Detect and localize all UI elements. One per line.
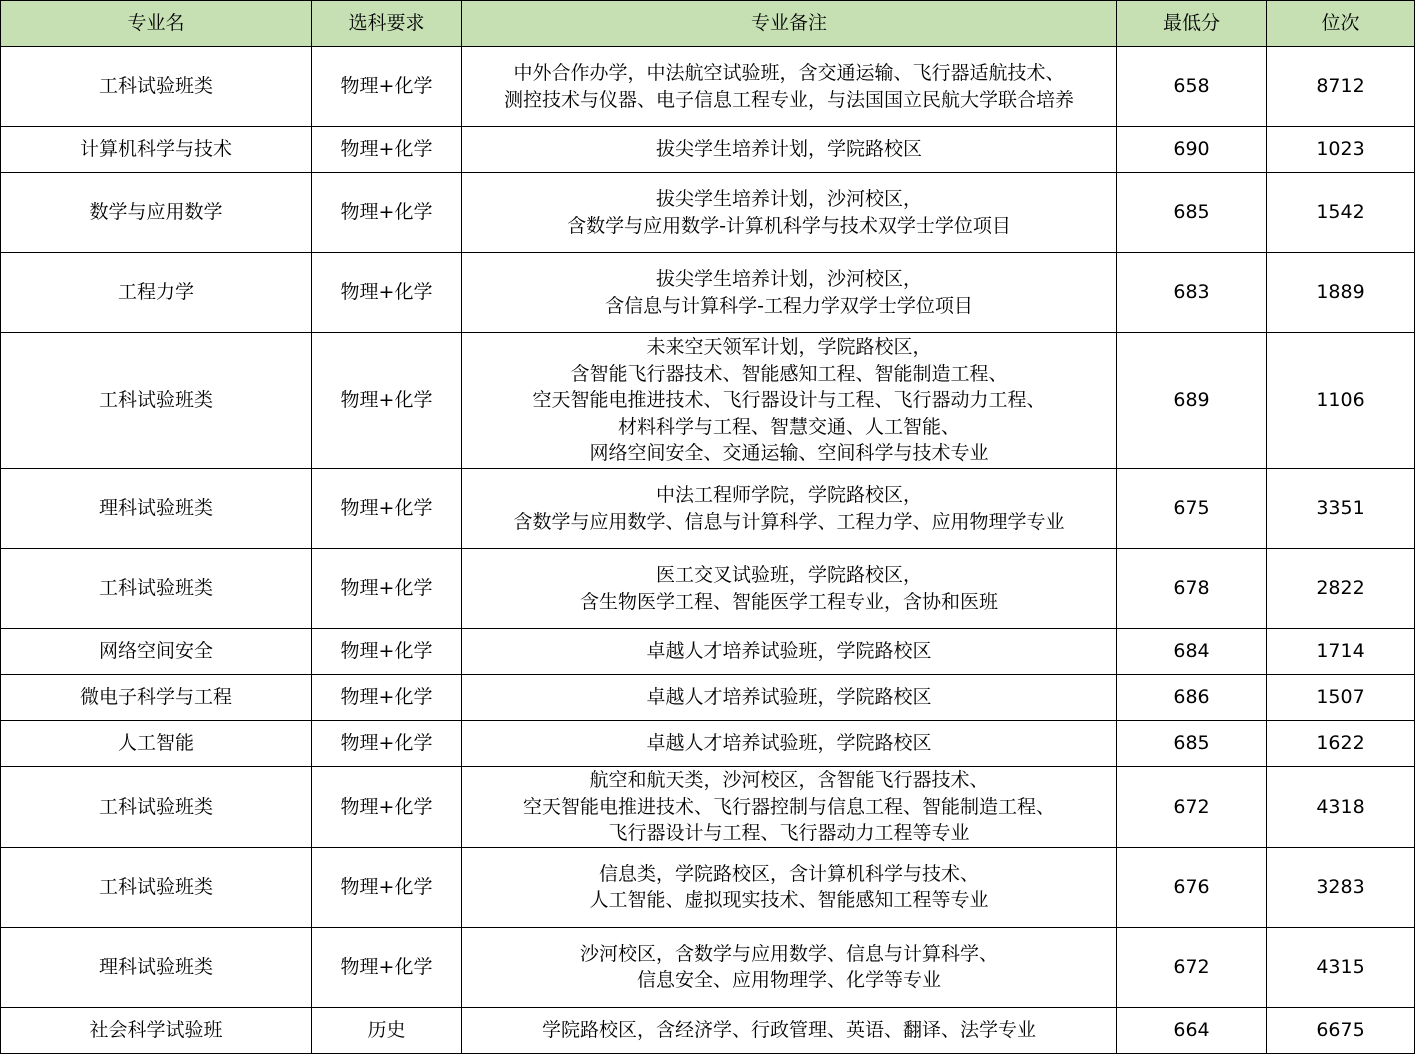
note-line: 含数学与应用数学-计算机科学与技术双学士学位项目 (567, 214, 1011, 237)
note-line: 中外合作办学，中法航空试验班，含交通运输、飞行器适航技术、 (513, 62, 1065, 84)
cell-note (462, 333, 1117, 469)
cell-min-score: 684 (1117, 629, 1267, 675)
cell-min-score: 686 (1117, 675, 1267, 721)
cell-min-score: 690 (1117, 127, 1267, 173)
note-line: 拔尖学生培养计划，沙河校区， (655, 188, 922, 210)
cell-major: 工科试验班类 (1, 333, 312, 469)
cell-note (462, 469, 1117, 549)
cell-major: 工科试验班类 (1, 767, 312, 848)
note-line: 飞行器设计与工程、飞行器动力工程等专业 (608, 822, 970, 844)
note-line: 含智能飞行器技术、智能感知工程、智能制造工程、 (570, 362, 1008, 385)
note-line: 拔尖学生培养计划，沙河校区， (655, 268, 922, 290)
cell-min-score: 685 (1117, 173, 1267, 253)
header-note: 专业备注 (462, 1, 1117, 47)
note-line: 材料科学与工程、智慧交通、人工智能、 (617, 415, 960, 438)
cell-subjects: 物理+化学 (312, 847, 462, 927)
note-line: 信息安全、应用物理学、化学等专业 (636, 969, 941, 991)
note-line: 卓越人才培养试验班，学院路校区 (646, 732, 932, 755)
cell-rank: 6675 (1267, 1007, 1415, 1053)
note-line: 网络空间安全、交通运输、空间科学与技术专业 (589, 442, 989, 465)
note-line: 空天智能电推进技术、飞行器设计与工程、飞行器动力工程、 (532, 389, 1046, 412)
cell-major: 理科试验班类 (1, 469, 312, 549)
cell-min-score: 675 (1117, 469, 1267, 549)
cell-major: 人工智能 (1, 721, 312, 767)
table-row (1, 253, 1415, 333)
note-line: 测控技术与仪器、电子信息工程专业，与法国国立民航大学联合培养 (503, 88, 1074, 111)
cell-subjects: 物理+化学 (312, 675, 462, 721)
cell-subjects: 物理+化学 (312, 47, 462, 127)
cell-rank: 1622 (1267, 721, 1415, 767)
cell-rank: 1542 (1267, 173, 1415, 253)
cell-subjects: 物理+化学 (312, 127, 462, 173)
cell-subjects: 历史 (312, 1007, 462, 1053)
cell-rank: 1106 (1267, 333, 1415, 469)
cell-subjects: 物理+化学 (312, 253, 462, 333)
cell-major: 社会科学试验班 (1, 1007, 312, 1053)
table-row (1, 173, 1415, 253)
table-row (1, 675, 1415, 721)
table-row (1, 47, 1415, 127)
cell-subjects: 物理+化学 (312, 927, 462, 1007)
table-row (1, 847, 1415, 927)
cell-major: 计算机科学与技术 (1, 127, 312, 173)
cell-min-score: 676 (1117, 847, 1267, 927)
note-line: 含生物医学工程、智能医学工程专业，含协和医班 (579, 590, 998, 613)
note-line: 含数学与应用数学、信息与计算科学、工程力学、应用物理学专业 (513, 510, 1065, 533)
table-row (1, 1007, 1415, 1053)
cell-subjects: 物理+化学 (312, 333, 462, 469)
note-line: 拔尖学生培养计划，学院路校区 (655, 138, 922, 161)
cell-rank: 4315 (1267, 927, 1415, 1007)
cell-rank: 3283 (1267, 847, 1415, 927)
table-row (1, 549, 1415, 629)
cell-min-score: 678 (1117, 549, 1267, 629)
cell-rank: 8712 (1267, 47, 1415, 127)
header-major: 专业名 (1, 1, 312, 47)
cell-subjects: 物理+化学 (312, 173, 462, 253)
cell-note (462, 173, 1117, 253)
cell-major: 工科试验班类 (1, 549, 312, 629)
cell-min-score: 658 (1117, 47, 1267, 127)
header-min-score: 最低分 (1117, 1, 1267, 47)
header-subjects: 选科要求 (312, 1, 462, 47)
note-line: 信息类，学院路校区，含计算机科学与技术、 (598, 862, 979, 885)
note-line: 学院路校区，含经济学、行政管理、英语、翻译、法学专业 (541, 1018, 1036, 1041)
cell-note (462, 1007, 1117, 1053)
cell-major: 网络空间安全 (1, 629, 312, 675)
cell-note (462, 927, 1117, 1007)
note-line: 未来空天领军计划，学院路校区， (646, 336, 932, 359)
note-line: 含信息与计算科学-工程力学双学士学位项目 (605, 294, 973, 317)
cell-note (462, 767, 1117, 848)
note-line: 人工智能、虚拟现实技术、智能感知工程等专业 (589, 889, 989, 911)
cell-min-score: 672 (1117, 927, 1267, 1007)
table-row (1, 767, 1415, 848)
cell-note (462, 629, 1117, 675)
cell-subjects: 物理+化学 (312, 721, 462, 767)
cell-rank: 4318 (1267, 767, 1415, 848)
cell-note (462, 721, 1117, 767)
cell-major: 微电子科学与工程 (1, 675, 312, 721)
cell-note (462, 675, 1117, 721)
table-row (1, 927, 1415, 1007)
cell-note (462, 127, 1117, 173)
cell-min-score: 672 (1117, 767, 1267, 848)
cell-major: 数学与应用数学 (1, 173, 312, 253)
cell-subjects: 物理+化学 (312, 767, 462, 848)
cell-min-score: 685 (1117, 721, 1267, 767)
note-line: 卓越人才培养试验班，学院路校区 (646, 686, 932, 709)
cell-rank: 1507 (1267, 675, 1415, 721)
cell-major: 理科试验班类 (1, 927, 312, 1007)
cell-major: 工科试验班类 (1, 847, 312, 927)
cell-min-score: 689 (1117, 333, 1267, 469)
cell-min-score: 664 (1117, 1007, 1267, 1053)
table-row (1, 629, 1415, 675)
header-row (1, 1, 1415, 47)
table-header (1, 1, 1415, 47)
cell-rank: 2822 (1267, 549, 1415, 629)
note-line: 空天智能电推进技术、飞行器控制与信息工程、智能制造工程、 (522, 795, 1055, 818)
table-body (1, 47, 1415, 1054)
cell-note (462, 847, 1117, 927)
cell-note (462, 47, 1117, 127)
cell-subjects: 物理+化学 (312, 469, 462, 549)
cell-rank: 3351 (1267, 469, 1415, 549)
table-row (1, 469, 1415, 549)
cell-note (462, 253, 1117, 333)
cell-rank: 1714 (1267, 629, 1415, 675)
cell-rank: 1023 (1267, 127, 1415, 173)
header-rank: 位次 (1267, 1, 1415, 47)
note-line: 卓越人才培养试验班，学院路校区 (646, 640, 932, 663)
cell-major: 工科试验班类 (1, 47, 312, 127)
table-row (1, 333, 1415, 469)
table-row (1, 127, 1415, 173)
cell-major: 工程力学 (1, 253, 312, 333)
cell-subjects: 物理+化学 (312, 629, 462, 675)
note-line: 医工交叉试验班，学院路校区， (655, 564, 922, 586)
cell-note (462, 549, 1117, 629)
table-row (1, 721, 1415, 767)
note-line: 沙河校区，含数学与应用数学、信息与计算科学、 (579, 942, 998, 965)
cell-min-score: 683 (1117, 253, 1267, 333)
note-line: 中法工程师学院，学院路校区， (655, 484, 922, 506)
cell-subjects: 物理+化学 (312, 549, 462, 629)
cell-rank: 1889 (1267, 253, 1415, 333)
note-line: 航空和航天类，沙河校区，含智能飞行器技术、 (589, 769, 989, 791)
